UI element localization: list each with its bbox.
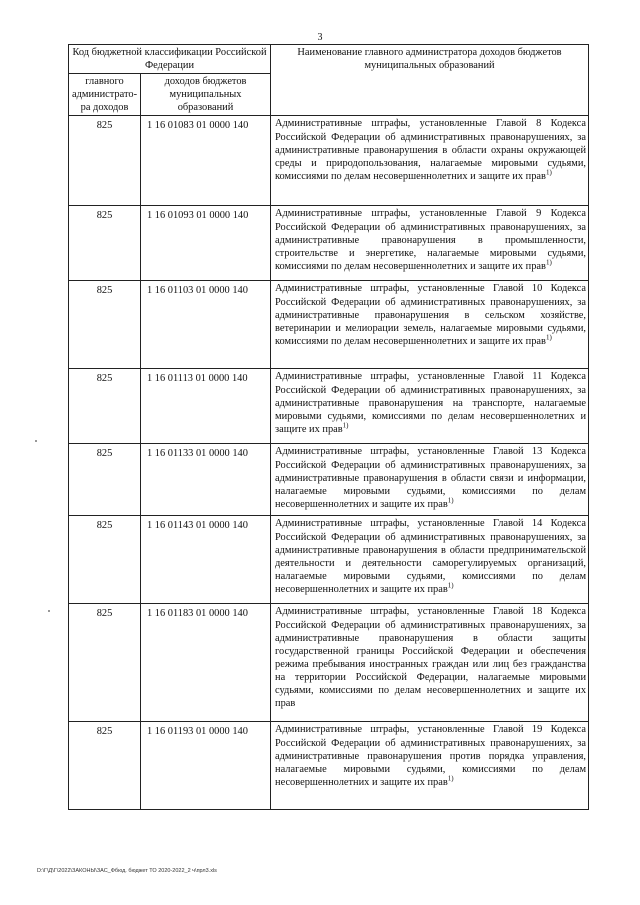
admin-code-cell: 825 bbox=[69, 604, 141, 722]
income-name-cell bbox=[271, 281, 589, 369]
income-name-cell bbox=[271, 116, 589, 206]
admin-code-cell: 825 bbox=[69, 516, 141, 604]
table-row bbox=[69, 116, 589, 206]
page-number: 3 bbox=[317, 32, 323, 43]
table-row bbox=[69, 206, 589, 281]
footnote-marker: 1) bbox=[447, 774, 454, 783]
table-row bbox=[69, 281, 589, 369]
footnote-marker: 1) bbox=[342, 421, 349, 430]
table-row bbox=[69, 722, 589, 810]
footnote-marker: 1) bbox=[545, 258, 552, 267]
income-code-cell: 1 16 01103 01 0000 140 bbox=[141, 281, 271, 369]
header-municipal-income: доходов бюджетов муниципальных образований bbox=[141, 74, 271, 116]
admin-code-cell: 825 bbox=[69, 281, 141, 369]
scan-dot bbox=[48, 610, 50, 612]
income-name-text: Административные штрафы, установленные Главой 13 Кодекса Российской Федерации об административных правонарушениях, за административные правонарушения в области связи и информации, налагаемые мировыми судьями, комиссиями по делам несовершеннолетних и защите их прав bbox=[275, 446, 587, 510]
file-path-footer: D:\Г\Д\Г\2022\ЗАКОНЫ\ЗАС_Фбюд. бюджет ТО 2020-2022_2 ч\прл3.xls bbox=[37, 868, 217, 874]
income-name-cell bbox=[271, 604, 589, 722]
income-name-text: Административные штрафы, установленные Главой 19 Кодекса Российской Федерации об административных правонарушениях, за административные правонарушения против порядка управления, налагаемые мировыми судьями, комиссиями по делам несовершеннолетних и защите их прав bbox=[275, 724, 587, 788]
income-name-text: Административные штрафы, установленные Главой 9 Кодекса Российской Федерации об административных правонарушениях, за административные правонарушения в промышленности, строительстве и энергетике, налагаемые мировыми судьями, комиссиями по делам несовершеннолетних и защите их прав bbox=[275, 208, 587, 272]
income-code-cell: 1 16 01133 01 0000 140 bbox=[141, 444, 271, 516]
income-code-cell: 1 16 01183 01 0000 140 bbox=[141, 604, 271, 722]
income-code-cell: 1 16 01083 01 0000 140 bbox=[141, 116, 271, 206]
income-name-text: Административные штрафы, установленные Главой 10 Кодекса Российской Федерации об административных правонарушениях, за административные правонарушения в сельском хозяйстве, ветеринарии и мелиорации земель, налагаемые мировыми судьями, комиссиями по делам несовершеннолетних и защите их прав bbox=[275, 283, 587, 347]
income-name-cell bbox=[271, 369, 589, 444]
income-name-cell bbox=[271, 516, 589, 604]
income-name-text: Административные штрафы, установленные Главой 8 Кодекса Российской Федерации об административных правонарушениях, за административные правонарушения в области охраны окружающей среды и природопользования, налагаемые мировыми судьями, комиссиями по делам несовершеннолетних и защите их прав bbox=[275, 118, 587, 182]
income-name-cell bbox=[271, 444, 589, 516]
table-row bbox=[69, 369, 589, 444]
income-name-cell bbox=[271, 722, 589, 810]
footnote-marker: 1) bbox=[545, 168, 552, 177]
header-administrator-name: Наименование главного администратора доходов бюджетов муниципальных образований bbox=[271, 45, 589, 116]
footnote-marker: 1) bbox=[447, 496, 454, 505]
admin-code-cell: 825 bbox=[69, 206, 141, 281]
income-name-text: Административные штрафы, установленные Главой 11 Кодекса Российской Федерации об административных правонарушениях, за административные правонарушения на транспорте, налагаемые мировыми судьями, комиссиями по делам несовершеннолетних и защите их прав bbox=[275, 371, 587, 435]
footnote-marker: 1) bbox=[447, 581, 454, 590]
income-code-cell: 1 16 01193 01 0000 140 bbox=[141, 722, 271, 810]
table-row bbox=[69, 516, 589, 604]
table-header-row bbox=[69, 45, 589, 74]
income-name-cell bbox=[271, 206, 589, 281]
admin-code-cell: 825 bbox=[69, 369, 141, 444]
scan-dot bbox=[35, 440, 37, 442]
income-name-text: Административные штрафы, установленные Главой 18 Кодекса Российской Федерации об административных правонарушениях, за административные правонарушения в области защиты государственной границы Российской Федерации и обеспечения режима пребывания иностранных граждан или лиц без гражданства на территории Российской Федерации, налагаемые мировыми судьями, комиссиями по делам несовершеннолетних и защите их прав bbox=[275, 606, 587, 710]
table-row bbox=[69, 604, 589, 722]
header-classification-code: Код бюджетной классификации Российской Федерации bbox=[69, 45, 271, 74]
income-code-cell: 1 16 01113 01 0000 140 bbox=[141, 369, 271, 444]
income-name-text: Административные штрафы, установленные Главой 14 Кодекса Российской Федерации об административных правонарушениях, за административные правонарушения в области предпринимательской деятельности и деятельности саморегулируемых организаций, налагаемые мировыми судьями, комиссиями по делам несовершеннолетних и защите их прав bbox=[275, 518, 587, 595]
income-code-cell: 1 16 01143 01 0000 140 bbox=[141, 516, 271, 604]
admin-code-cell: 825 bbox=[69, 722, 141, 810]
table-row bbox=[69, 444, 589, 516]
budget-classification-table bbox=[68, 44, 589, 810]
footnote-marker: 1) bbox=[545, 333, 552, 342]
income-code-cell: 1 16 01093 01 0000 140 bbox=[141, 206, 271, 281]
admin-code-cell: 825 bbox=[69, 444, 141, 516]
header-main-administrator: главного администрато-ра доходов bbox=[69, 74, 141, 116]
admin-code-cell: 825 bbox=[69, 116, 141, 206]
